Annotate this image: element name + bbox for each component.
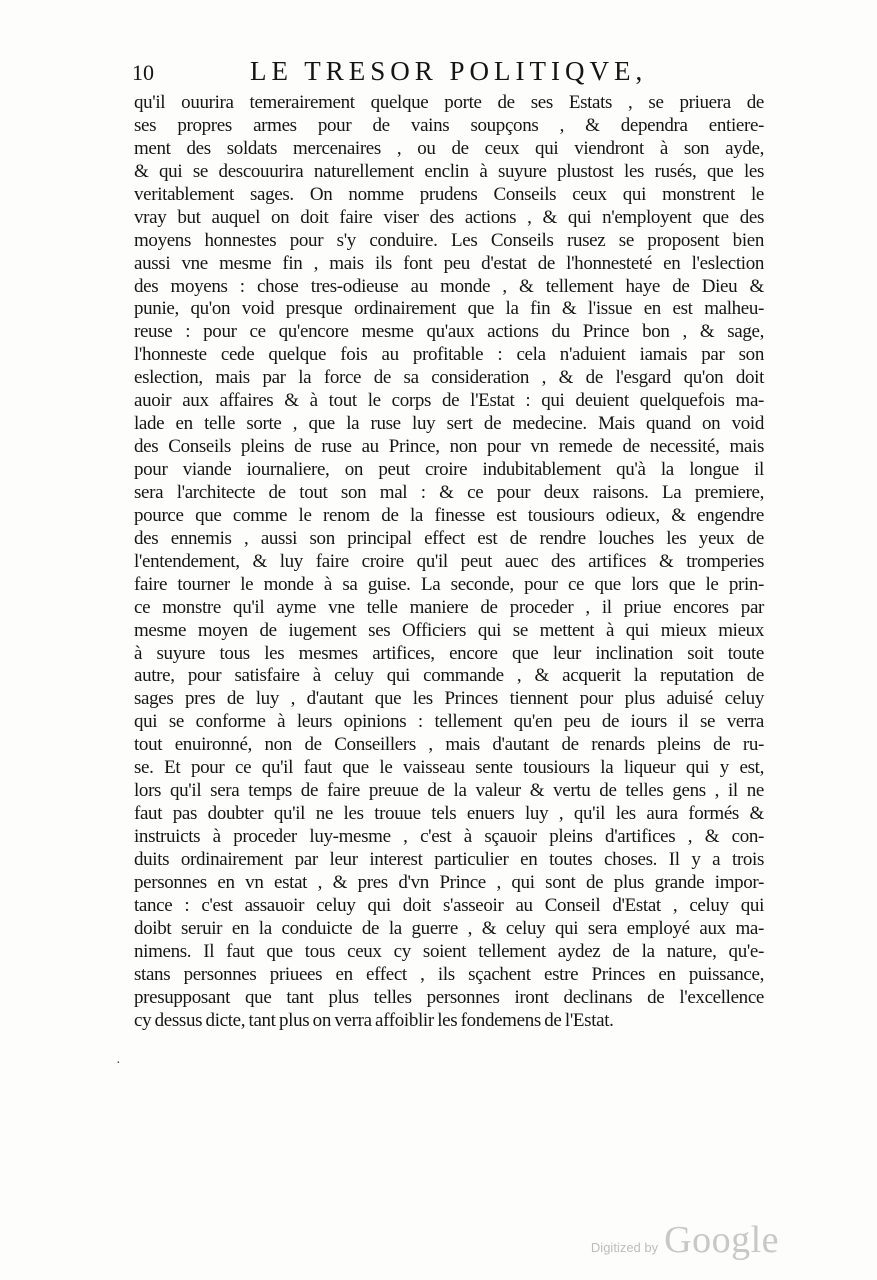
body-text [134,92,764,1032]
digitized-by-label: Digitized by [590,1240,659,1255]
text-line: l'honneste cede quelque fois au profitable : cela n'aduient iamais par son [134,344,764,366]
text-line: qu'il ouurira temerairement quelque porte de ses Estats , se priuera de [134,92,764,113]
text-line: se. Et pour ce qu'il faut que le vaisseau sente tousiours la liqueur qui y est, [134,757,764,779]
text-line: l'entendement, & luy faire croire qu'il peut auec des artifices & tromperies [134,550,764,572]
text-line: ment des soldats mercenaires , ou de ceux qui viendront à son ayde, [134,137,764,159]
ink-speck: · [116,1056,121,1071]
text-line: nimens. Il faut que tous ceux cy soient tellement aydez de la nature, qu'e- [134,940,764,962]
digitization-watermark [591,1218,779,1262]
text-line: pour viande iournaliere, on peut croire indubitablement qu'à la longue il [134,459,764,480]
text-line: des Conseils pleins de ruse au Prince, non pour vn remede de necessité, mais [134,436,764,458]
text-line: duits ordinairement par leur interest particulier en toutes choses. Il y a trois [134,848,764,870]
running-head [132,56,772,90]
text-line: sages pres de luy , d'autant que les Princes tiennent pour plus aduisé celuy [134,688,764,710]
text-line: auoir aux affaires & à tout le corps de l'Estat : qui deuient quelquefois ma- [134,390,764,412]
text-line: faut pas doubter qu'il ne les trouue tels enuers luy , qu'il les aura formés & [134,803,764,825]
text-line: mesme moyen de iugement ses Officiers qui se mettent à qui mieux mieux [134,619,764,641]
text-line-last: cy dessus dicte, tant plus on verra affoiblir les fondemens de l'Estat. [134,1009,614,1031]
text-line: stans personnes priuees en effect , ils sçachent estre Princes en puissance, [134,963,764,985]
text-line: des ennemis , aussi son principal effect est de rendre louches les yeux de [134,527,764,549]
text-line: punie, qu'on void presque ordinairement que la fin & l'issue en est malheu- [134,298,764,320]
text-line: ce monstre qu'il ayme vne telle maniere de proceder , il priue encores par [134,596,764,618]
text-line: veritablement sages. On nomme prudens Conseils ceux qui monstrent le [134,183,764,205]
text-line: & qui se descouurira naturellement enclin à suyure plustost les rusés, que les [134,160,764,182]
text-line: des moyens : chose tres-odieuse au monde , & tellement haye de Dieu & [134,275,764,297]
text-line: lade en telle sorte , que la ruse luy sert de medecine. Mais quand on void [134,413,764,435]
text-line: faire tourner le monde à sa guise. La seconde, pour ce que lors que le prin- [134,573,764,595]
page-number: 10 [132,60,154,85]
text-line: doibt seruir en la conduicte de la guerre , & celuy qui sera employé aux ma- [134,917,764,939]
text-line: qui se conforme à leurs opinions : tellement qu'en peu de iours il se verra [134,711,764,733]
text-line: aussi vne mesme fin , mais ils font peu d'estat de l'honnesteté en l'eslection [134,252,764,274]
text-line: reuse : pour ce qu'encore mesme qu'aux actions du Prince bon , & sage, [134,321,764,343]
text-line: eslection, mais par la force de sa consideration , & de l'esgard qu'on doit [134,367,764,389]
text-line: tance : c'est assauoir celuy qui doit s'asseoir au Conseil d'Estat , celuy qui [134,894,764,916]
google-logo: Google [664,1219,779,1261]
text-line: moyens honnestes pour s'y conduire. Les Conseils rusez se proposent bien [134,229,764,251]
text-line: à suyure tous les mesmes artifices, encore que leur inclination soit toute [134,642,764,664]
text-line: ses propres armes pour de vains soupçons , & dependra entiere- [134,114,764,136]
text-line: tout enuironné, non de Conseillers , mais d'autant de renards pleins de ru- [134,734,764,756]
text-line: presupposant que tant plus telles personnes iront declinans de l'excellence [134,986,764,1008]
running-title: LE TRESOR POLITIQVE, [250,56,648,86]
text-line: pource que comme le renom de la finesse est tousiours odieux, & engendre [134,504,764,526]
text-line: instruicts à proceder luy-mesme , c'est à sçauoir pleins d'artifices , & con- [134,826,764,847]
text-line: autre, pour satisfaire à celuy qui commande , & acquerit la reputation de [134,665,764,687]
text-line: lors qu'il sera temps de faire preuue de la valeur & vertu de telles gens , il ne [134,780,764,802]
text-line: vray but auquel on doit faire viser des actions , & qui n'employent que des [134,206,764,228]
text-line: sera l'architecte de tout son mal : & ce pour deux raisons. La premiere, [134,481,764,503]
text-line: personnes en vn estat , & pres d'vn Prince , qui sont de plus grande impor- [134,871,764,893]
